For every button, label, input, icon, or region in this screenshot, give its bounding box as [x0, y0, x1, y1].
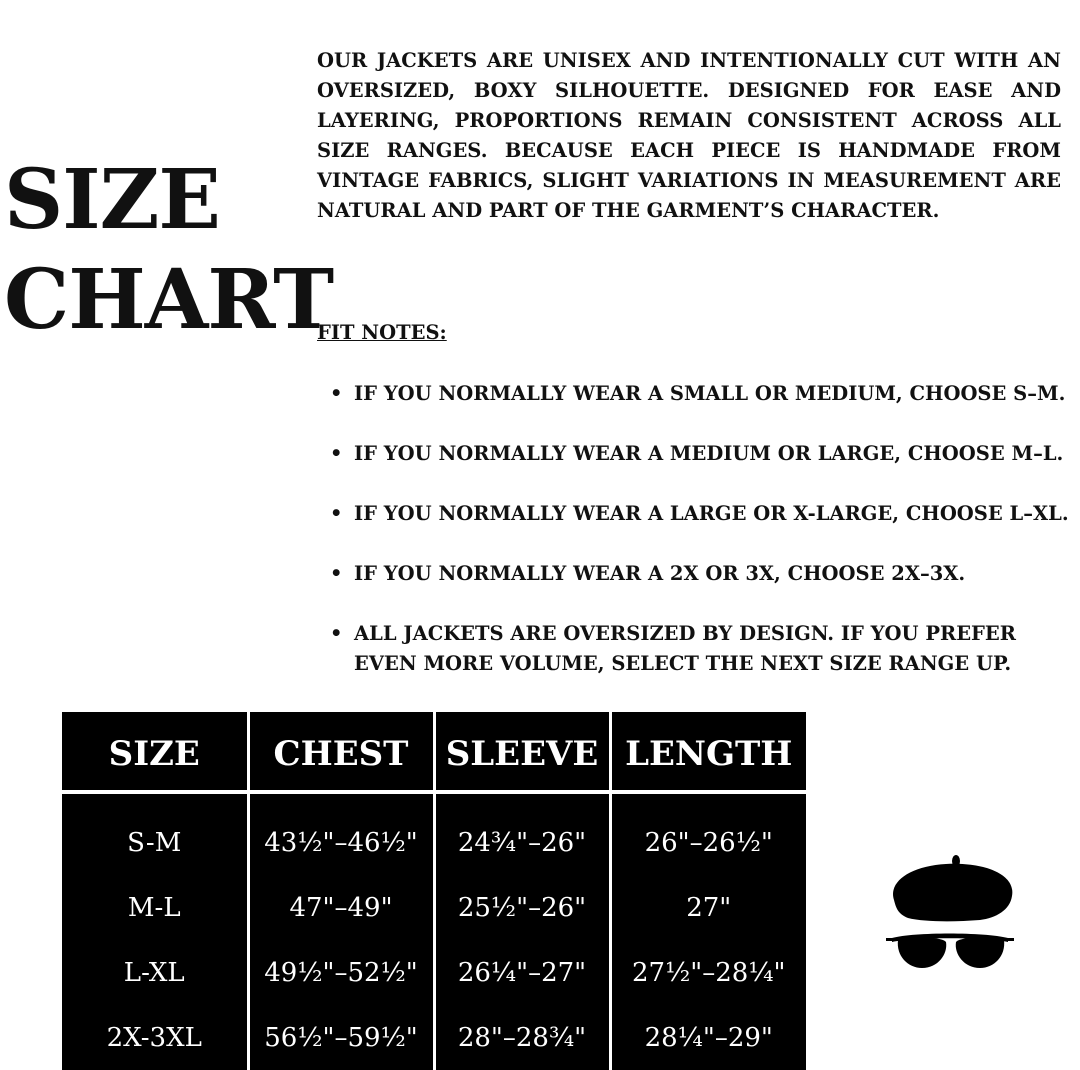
page-title [4, 150, 333, 350]
fit-note-text: IF YOU NORMALLY WEAR A MEDIUM OR LARGE, CHOOSE M–L. [354, 442, 1064, 465]
table-row [62, 792, 806, 875]
fit-note-item [330, 499, 1070, 529]
table-row [62, 1005, 806, 1070]
table-row [62, 940, 806, 1005]
cell-length: 26"–26½" [644, 827, 773, 858]
bullet-icon: • [330, 622, 343, 645]
title-line-chart: CHART [4, 252, 334, 348]
header-length: LENGTH [610, 712, 806, 792]
table-row [62, 875, 806, 940]
title-line-size: SIZE [4, 152, 220, 248]
cell-size: L-XL [62, 940, 248, 1005]
fit-note-item [330, 379, 1070, 409]
size-chart-table [62, 712, 806, 1070]
cell-length: 28¼"–29" [644, 1022, 773, 1053]
cell-chest: 47"–49" [248, 875, 434, 940]
fit-notes-list [330, 379, 1070, 709]
cell-chest: 43½"–46½" [248, 792, 434, 875]
bullet-icon: • [330, 562, 343, 585]
cell-sleeve: 28"–28¾" [434, 1005, 610, 1070]
intro-paragraph: OUR JACKETS ARE UNISEX AND INTENTIONALLY CUT WITH AN OVERSIZED, BOXY SILHOUETTE. DESIGNED FOR EASE AND LAYERING, PROPORTIONS REMAIN CONSISTENT ACROSS ALL SIZE RANGES. BECAUSE EACH PIECE IS HANDMADE FROM VINTAGE FABRICS, SLIGHT VARIATIONS IN MEASUREMENT ARE NATURAL AND PART OF THE GARMENT’S CHARACTER. [317, 49, 1061, 222]
bullet-icon: • [330, 442, 343, 465]
cell-length: 27½"–28¼" [632, 957, 786, 988]
header-size: SIZE [62, 712, 248, 792]
fit-note-item [330, 559, 1070, 589]
cell-chest: 56½"–59½" [248, 1005, 434, 1070]
cell-sleeve: 25½"–26" [434, 875, 610, 940]
header-sleeve: SLEEVE [434, 712, 610, 792]
cell-chest: 49½"–52½" [248, 940, 434, 1005]
cell-size: M-L [62, 875, 248, 940]
header-chest: CHEST [248, 712, 434, 792]
cell-length: 27" [686, 892, 732, 923]
fit-note-item [330, 619, 1070, 679]
fit-note-text: IF YOU NORMALLY WEAR A 2X OR 3X, CHOOSE 2X–3X. [354, 562, 966, 585]
bullet-icon: • [330, 502, 343, 525]
bullet-icon: • [330, 382, 343, 405]
cell-sleeve: 26¼"–27" [434, 940, 610, 1005]
fit-note-text: IF YOU NORMALLY WEAR A LARGE OR X-LARGE, CHOOSE L–XL. [354, 502, 1069, 525]
cell-size: 2X-3XL [62, 1005, 248, 1070]
cell-size: S-M [62, 792, 248, 875]
fit-note-text: ALL JACKETS ARE OVERSIZED BY DESIGN. IF YOU PREFER EVEN MORE VOLUME, SELECT THE NEXT SIZE RANGE UP. [354, 622, 1016, 675]
fit-notes-heading: FIT NOTES: [317, 321, 447, 344]
beret-and-sunglasses-icon [884, 852, 1016, 972]
table-header-row [62, 712, 806, 792]
fit-note-item [330, 439, 1070, 469]
fit-note-text: IF YOU NORMALLY WEAR A SMALL OR MEDIUM, CHOOSE S–M. [354, 382, 1066, 405]
cell-sleeve: 24¾"–26" [434, 792, 610, 875]
